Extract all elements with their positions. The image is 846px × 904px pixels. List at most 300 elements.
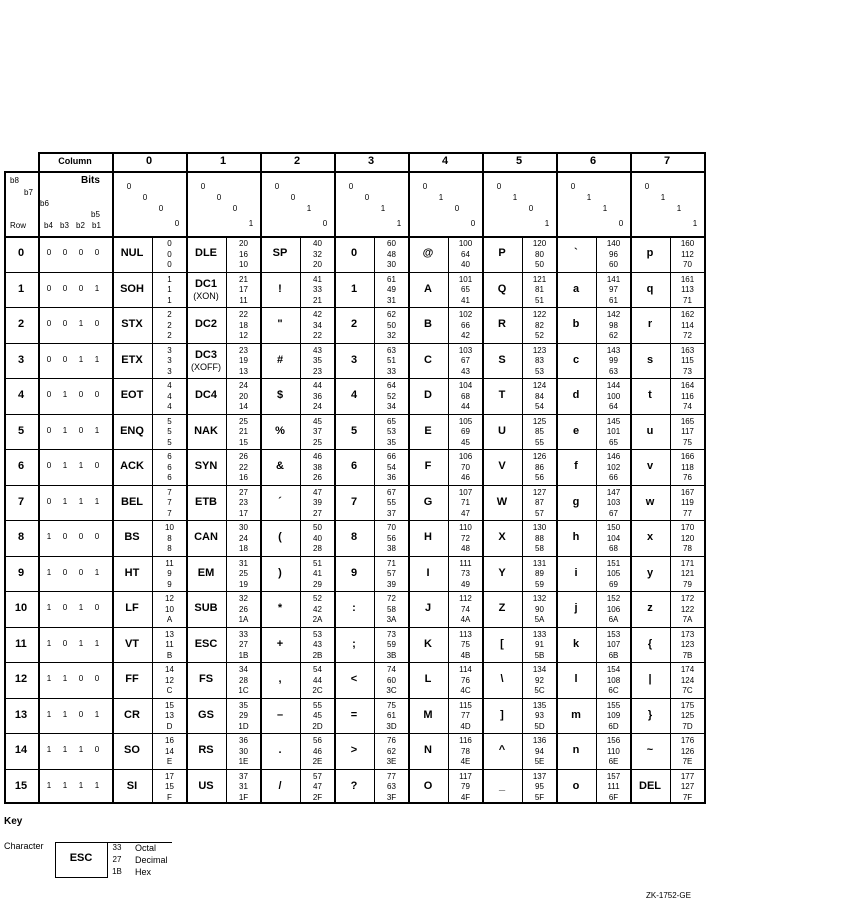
row-bit-value: 1 (62, 390, 68, 399)
octal-code: 75 (387, 700, 396, 710)
column-bit-value: 0 (644, 182, 650, 191)
character-glyph: LF (125, 602, 139, 614)
hex-code: 46 (461, 473, 470, 482)
column-bit-value: 1 (660, 193, 666, 202)
octal-code: 140 (606, 239, 621, 248)
row-bit-value: 0 (62, 603, 68, 612)
hex-code: 79 (683, 579, 692, 589)
decimal-code: 116 (681, 391, 694, 401)
character-glyph: ACK (120, 460, 144, 472)
decimal-code: 113 (681, 285, 694, 294)
hex-code: 10 (239, 260, 248, 269)
hex-code: 4 (167, 402, 172, 411)
row-bit-value: 1 (46, 780, 52, 790)
hex-code: 9 (167, 579, 172, 589)
hex-code: 59 (535, 579, 544, 589)
character-glyph: k (572, 637, 580, 650)
hex-code: 36 (387, 473, 396, 482)
hex-code: 2D (312, 721, 323, 731)
bits-row-divider (4, 236, 706, 238)
row-bit-value: 0 (62, 354, 68, 364)
octal-code: 42 (313, 310, 322, 319)
decimal-code: 5 (167, 427, 172, 436)
character-glyph: . (278, 744, 282, 756)
octal-code: 115 (459, 700, 472, 710)
octal-code: 137 (532, 771, 547, 781)
hex-code: 58 (535, 544, 544, 553)
hex-code: 71 (683, 295, 692, 305)
hex-code: 63 (609, 366, 618, 376)
character-glyph: L (424, 673, 432, 685)
row-divider (4, 769, 706, 770)
hex-code: 11 (239, 295, 248, 305)
octal-code: 36 (239, 736, 248, 745)
row-bit-value: 0 (46, 461, 52, 470)
key-example-char: ESC (69, 852, 93, 864)
row-divider (4, 449, 706, 450)
hex-code: 62 (609, 331, 618, 340)
character-glyph: DC1 (194, 277, 217, 290)
column-bit-value: 0 (216, 193, 222, 202)
decimal-code: 1 (167, 285, 172, 294)
column-bit-value: 0 (200, 182, 206, 191)
hex-code: 2 (167, 331, 172, 340)
character-glyph: i (574, 566, 578, 579)
decimal-code: 125 (680, 711, 695, 720)
octal-code: 173 (680, 629, 695, 639)
hex-code: 0 (167, 260, 172, 269)
decimal-code: 114 (681, 320, 694, 330)
character-glyph: v (646, 460, 654, 472)
character-glyph: + (276, 637, 284, 650)
character-glyph: O (423, 779, 433, 792)
hex-code: 21 (313, 295, 322, 305)
hex-code: 24 (313, 402, 322, 411)
character-glyph: 8 (350, 531, 358, 543)
row-bit-value: 1 (94, 496, 100, 506)
octal-code: 111 (459, 558, 472, 568)
hex-code: 56 (535, 473, 544, 482)
hex-code: 2E (312, 757, 323, 766)
decimal-code: 40 (313, 533, 322, 543)
decimal-code: 62 (387, 746, 396, 756)
character-glyph: Q (497, 282, 507, 295)
decimal-code: 93 (535, 711, 544, 720)
decimal-code: 48 (387, 249, 396, 259)
character-glyph: DEL (639, 779, 661, 792)
hex-code: 3B (386, 650, 397, 660)
row-bit-value: 1 (62, 780, 68, 790)
hex-code: 3 (167, 366, 172, 376)
character-glyph: : (352, 602, 356, 614)
character-glyph: W (496, 495, 508, 508)
character-glyph: SP (272, 247, 288, 259)
character-glyph: U (498, 424, 506, 437)
octal-code: 44 (313, 381, 322, 390)
row-bit-value: 1 (94, 638, 100, 648)
octal-code: 73 (387, 629, 396, 639)
row-divider (4, 378, 706, 379)
octal-code: 145 (606, 416, 621, 426)
character-glyph: t (648, 389, 652, 401)
column-bit-value: 1 (512, 193, 518, 202)
row-column-divider (38, 152, 40, 804)
character-glyph: 4 (350, 389, 358, 401)
hex-code: 76 (683, 473, 692, 482)
character-glyph: 7 (350, 495, 358, 508)
hex-code: 6C (608, 686, 619, 695)
decimal-code: 127 (680, 782, 695, 791)
octal-code: 43 (313, 345, 322, 355)
character-glyph: ESC (194, 637, 218, 650)
row-label: Row (10, 221, 27, 230)
octal-code: 51 (313, 558, 322, 568)
octal-code: 102 (458, 310, 473, 319)
decimal-code: 3 (167, 356, 172, 365)
character-glyph: a (572, 282, 580, 295)
row-bit-value: 1 (78, 603, 84, 612)
row-bit-value: 1 (46, 745, 52, 754)
character-glyph: z (647, 602, 653, 614)
decimal-code: 35 (313, 356, 322, 365)
hex-code: 30 (387, 260, 396, 269)
octal-code: 117 (459, 771, 472, 781)
decimal-code: 70 (461, 462, 470, 472)
octal-code: 113 (459, 629, 472, 639)
column-bit-value: 0 (142, 193, 148, 202)
octal-code: 46 (313, 452, 322, 461)
octal-code: 2 (167, 310, 172, 319)
column-header-label: Column (58, 156, 92, 166)
row-bit-value: 0 (46, 425, 52, 435)
octal-code: 106 (458, 452, 473, 461)
row-number: 9 (17, 566, 25, 579)
octal-code: 61 (387, 274, 396, 284)
row-divider (4, 698, 706, 699)
hex-code: D (166, 721, 173, 731)
character-glyph: DC3 (194, 348, 217, 361)
column-bit-value: 0 (470, 219, 476, 228)
hex-code: 53 (535, 366, 544, 376)
column-bit-value: 0 (232, 204, 238, 213)
octal-code: 134 (532, 665, 547, 674)
decimal-code: 118 (681, 462, 694, 472)
octal-code: 12 (165, 594, 174, 603)
hex-code: 70 (683, 260, 692, 269)
row-bit-value: 0 (46, 390, 52, 399)
decimal-code: 117 (681, 427, 694, 436)
hex-code: 49 (461, 579, 470, 589)
row-bit-value: 0 (62, 532, 68, 541)
hex-code: 3E (386, 757, 397, 766)
row-bit-value: 1 (78, 319, 84, 328)
row-bit-value: 1 (78, 638, 84, 648)
character-glyph: " (277, 318, 283, 330)
character-glyph: B (424, 318, 432, 330)
row-bit-value: 0 (94, 674, 100, 683)
decimal-code: 67 (461, 356, 470, 365)
hex-code: 6F (608, 792, 619, 802)
hex-code: 1A (238, 615, 249, 624)
octal-code: 131 (532, 558, 547, 568)
decimal-code: 56 (387, 533, 396, 543)
decimal-code: 14 (165, 746, 174, 756)
character-glyph: H (424, 531, 432, 543)
hex-code: 1C (238, 686, 249, 695)
character-glyph: | (648, 673, 652, 685)
row-bit-value: 0 (78, 390, 84, 399)
hex-code: 2C (312, 686, 323, 695)
decimal-code: 90 (535, 604, 544, 614)
character-glyph: ^ (498, 744, 506, 756)
character-glyph: ETB (195, 495, 217, 508)
row-bit-value: 1 (46, 638, 52, 648)
decimal-code: 20 (239, 391, 248, 401)
decimal-code: 16 (239, 249, 248, 259)
octal-code: 41 (313, 274, 322, 284)
decimal-code: 103 (606, 498, 621, 507)
octal-code: 65 (387, 416, 396, 426)
decimal-code: 38 (313, 462, 322, 472)
hex-code: 7A (682, 615, 693, 624)
hex-code: 1D (238, 721, 249, 731)
octal-code: 76 (387, 736, 396, 745)
decimal-code: 22 (239, 462, 248, 472)
octal-code: 53 (313, 629, 322, 639)
row-bit-value: 0 (94, 603, 100, 612)
character-glyph: SI (126, 779, 138, 792)
column-bit-value: 1 (586, 193, 592, 202)
character-glyph: SOH (120, 282, 144, 295)
row-bit-value: 0 (78, 567, 84, 577)
octal-code: 125 (532, 416, 547, 426)
bit-name-low: b4 (44, 221, 53, 230)
hex-code: 4C (460, 686, 471, 695)
key-hex-label: Hex (135, 867, 152, 877)
row-bit-value: 0 (78, 709, 84, 719)
row-bit-value: 1 (46, 532, 52, 541)
decimal-code: 76 (461, 675, 470, 685)
octal-code: 5 (167, 416, 172, 426)
octal-code: 142 (606, 310, 621, 319)
character-glyph: GS (198, 708, 214, 721)
hex-code: 2A (312, 615, 323, 624)
decimal-code: 43 (313, 640, 322, 649)
character-glyph: DLE (195, 247, 217, 259)
decimal-code: 54 (387, 462, 396, 472)
decimal-code: 50 (387, 320, 396, 330)
character-glyph: BS (124, 531, 140, 543)
octal-code: 103 (458, 345, 473, 355)
hex-code: 3A (386, 615, 397, 624)
hex-code: 4E (460, 757, 471, 766)
hex-code: 5B (534, 650, 545, 660)
octal-code: 170 (680, 523, 695, 532)
octal-code: 104 (458, 381, 473, 390)
hex-code: 7D (682, 721, 693, 731)
row-number: 11 (15, 637, 27, 650)
column-bit-value: 0 (570, 182, 576, 191)
decimal-code: 55 (387, 498, 396, 507)
hex-code: 7F (682, 792, 693, 802)
hex-code: 1F (238, 792, 249, 802)
octal-code: 156 (606, 736, 621, 745)
row-bit-value: 0 (78, 674, 84, 683)
character-glyph: BEL (121, 495, 143, 508)
column-bit-value: 0 (290, 193, 296, 202)
character-glyph: ( (278, 531, 282, 543)
row-bit-value: 1 (62, 745, 68, 754)
row-bit-value: 0 (78, 425, 84, 435)
column-number: 4 (441, 155, 449, 167)
column-bit-value: 0 (274, 182, 280, 191)
octal-code: 3 (167, 345, 172, 355)
column-bit-value: 0 (158, 204, 164, 213)
row-bit-value: 0 (62, 319, 68, 328)
character-glyph: 0 (350, 247, 358, 259)
octal-code: 116 (459, 736, 472, 745)
character-glyph: US (198, 779, 214, 792)
column-number: 2 (293, 155, 301, 167)
column-number: 5 (515, 155, 523, 167)
row-divider (4, 556, 706, 557)
octal-code: 16 (165, 736, 174, 745)
decimal-code: 102 (606, 462, 621, 472)
character-glyph: 5 (350, 424, 358, 437)
row-bit-value: 1 (62, 674, 68, 683)
character-glyph: { (647, 637, 653, 650)
hex-code: 65 (609, 437, 618, 447)
octal-code: 62 (387, 310, 396, 319)
row-bit-value: 1 (78, 496, 84, 506)
decimal-code: 81 (535, 285, 544, 294)
character-glyph: } (647, 708, 653, 721)
decimal-code: 8 (167, 533, 172, 543)
character-glyph: X (498, 531, 506, 543)
key-example-box (55, 842, 172, 878)
bit-name-b6: b6 (40, 199, 49, 208)
character-glyph: EOT (120, 389, 144, 401)
decimal-code: 47 (313, 782, 322, 791)
decimal-code: 73 (461, 569, 470, 578)
column-bit-value: 1 (306, 204, 312, 213)
octal-code: 63 (387, 345, 396, 355)
row-bit-value: 0 (94, 745, 100, 754)
octal-code: 161 (680, 274, 695, 284)
octal-code: 122 (532, 310, 547, 319)
decimal-code: 87 (535, 498, 544, 507)
hex-code: 34 (387, 402, 396, 411)
hex-code: 15 (239, 437, 248, 447)
hex-code: 4A (460, 615, 471, 624)
hex-code: 67 (609, 508, 618, 518)
character-glyph: u (646, 424, 654, 437)
character-glyph: CR (124, 708, 140, 721)
octal-code: 136 (532, 736, 547, 745)
octal-code: 26 (239, 452, 248, 461)
decimal-code: 59 (387, 640, 396, 649)
decimal-code: 36 (313, 391, 322, 401)
octal-code: 6 (167, 452, 172, 461)
character-glyph: _ (498, 779, 506, 792)
decimal-code: 7 (167, 498, 172, 507)
octal-code: 124 (532, 381, 547, 390)
character-glyph: DC2 (194, 318, 217, 330)
column-bit-value: 1 (438, 193, 444, 202)
decimal-code: 66 (461, 320, 470, 330)
decimal-code: 6 (167, 462, 172, 472)
character-glyph: j (574, 602, 578, 614)
hex-code: 2B (312, 650, 323, 660)
character-glyph: I (426, 566, 430, 579)
decimal-code: 25 (239, 569, 248, 578)
decimal-code: 101 (606, 427, 621, 436)
character-glyph: $ (276, 389, 284, 401)
octal-code: 34 (239, 665, 248, 674)
figure-id: ZK-1752-GE (646, 891, 691, 900)
ascii-code-table (4, 152, 706, 804)
decimal-code: 71 (461, 498, 470, 507)
row-bit-value: 1 (78, 780, 84, 790)
decimal-code: 100 (606, 391, 621, 401)
octal-code: 123 (532, 345, 547, 355)
decimal-code: 41 (313, 569, 322, 578)
row-bit-value: 1 (62, 496, 68, 506)
hex-code: 45 (461, 437, 470, 447)
column-bit-value: 1 (692, 219, 698, 228)
character-glyph: R (498, 318, 506, 330)
octal-code: 21 (239, 274, 248, 284)
hex-code: E (166, 757, 173, 766)
key-hex-value: 1B (112, 867, 122, 876)
decimal-code: 24 (239, 533, 248, 543)
row-bit-value: 1 (46, 674, 52, 683)
column-bit-value: 0 (348, 182, 354, 191)
character-glyph: s (646, 353, 654, 366)
character-glyph: CAN (194, 531, 218, 543)
header-divider (4, 171, 706, 173)
hex-code: 26 (313, 473, 322, 482)
character-glyph: f (574, 460, 578, 472)
hex-code: 3C (386, 686, 397, 695)
hex-code: 44 (461, 402, 470, 411)
octal-code: 163 (680, 345, 695, 355)
character-glyph: – (276, 708, 284, 721)
octal-code: 152 (606, 594, 621, 603)
octal-code: 1 (167, 274, 172, 284)
column-bit-value: 1 (380, 204, 386, 213)
octal-code: 77 (387, 771, 396, 781)
column-bit-value: 0 (126, 182, 132, 191)
hex-code: 12 (239, 331, 248, 340)
hex-code: 5A (534, 615, 545, 624)
row-divider (4, 591, 706, 592)
row-bit-value: 1 (94, 354, 100, 364)
decimal-code: 124 (680, 675, 695, 685)
octal-code: 60 (387, 239, 396, 248)
row-number: 2 (17, 318, 25, 330)
octal-code: 165 (680, 416, 695, 426)
bit-name-b5: b5 (91, 210, 100, 219)
octal-code: 25 (239, 416, 248, 426)
octal-code: 15 (165, 700, 174, 710)
octal-code: 33 (239, 629, 248, 639)
character-glyph: N (424, 744, 432, 756)
row-bit-value: 1 (46, 709, 52, 719)
octal-code: 160 (680, 239, 695, 248)
octal-code: 66 (387, 452, 396, 461)
row-bit-value: 1 (94, 780, 100, 790)
